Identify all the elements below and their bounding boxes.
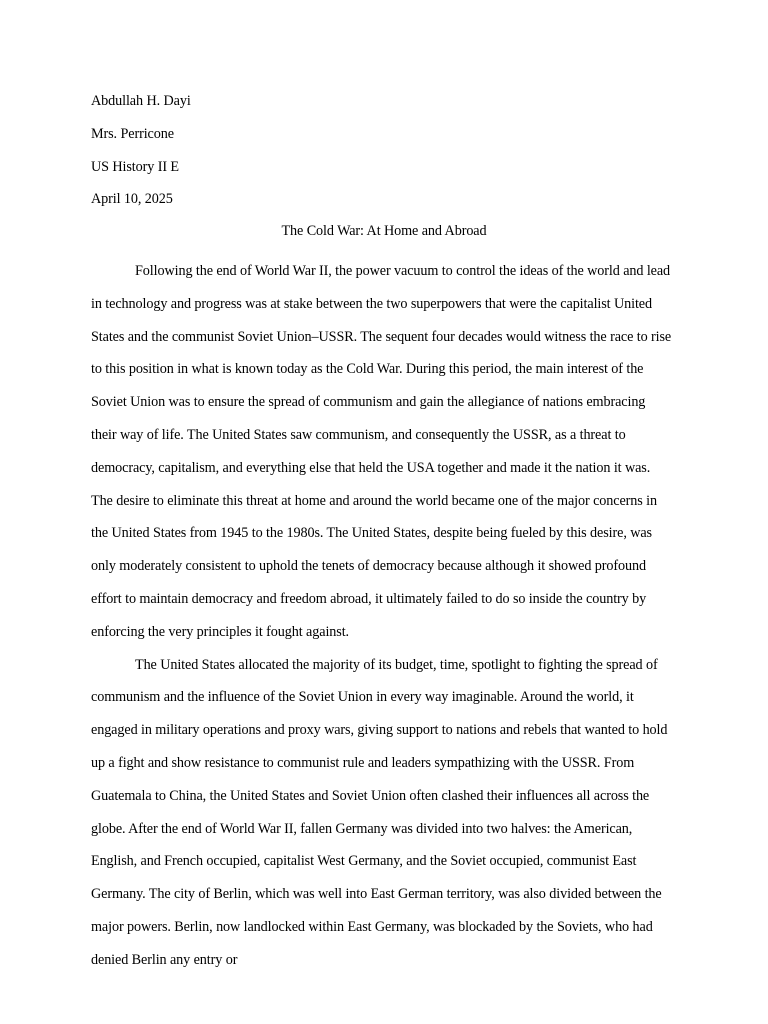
course-name: US History II E (91, 159, 179, 175)
paragraph-2: The United States allocated the majority of its budget, time, spotlight to fighting the spread of communism and the influence of the Soviet Union in every way imaginable. Around the world, it engaged in military operations and proxy wars, giving support to nations and rebels that wanted to hold up a fight and show resistance to communist rule and leaders sympathizing with the USSR. From Guatemala to China, the United States and Soviet Union often clashed their influences all across the globe. After the end of World War II, fallen Germany was divided into two halves: the American, English, and French occupied, capitalist West Germany, and the Soviet occupied, communist East Germany. The city of Berlin, which was well into East German territory, was also divided between the major powers. Berlin, now landlocked within East Germany, was blockaded by the Soviets, who had denied Berlin any entry or (91, 656, 668, 968)
essay-title: The Cold War: At Home and Abroad (281, 223, 487, 239)
paragraph-1: Following the end of World War II, the power vacuum to control the ideas of the world and lead in technology and progress was at stake between the two superpowers that were the capitalist United States and the communist Soviet Union–USSR. The sequent four decades would witness the race to rise to this position in what is known today as the Cold War. During this period, the main interest of the Soviet Union was to ensure the spread of communism and gain the allegiance of nations embracing their way of life. The United States saw communism, and consequently the USSR, as a threat to democracy, capitalism, and everything else that held the USA together and made it the nation it was. The desire to eliminate this threat at home and around the world became one of the major concerns in the United States from 1945 to the 1980s. The United States, despite being fueled by this desire, was only moderately consistent to uphold the tenets of democracy because although it showed profound effort to maintain democracy and freedom abroad, it ultimately failed to do so inside the country by enforcing the very principles it fought against. (91, 263, 672, 640)
instructor-name: Mrs. Perricone (91, 126, 174, 142)
author-name: Abdullah H. Dayi (91, 93, 191, 109)
essay-date: April 10, 2025 (91, 191, 173, 207)
essay-body (91, 255, 674, 977)
